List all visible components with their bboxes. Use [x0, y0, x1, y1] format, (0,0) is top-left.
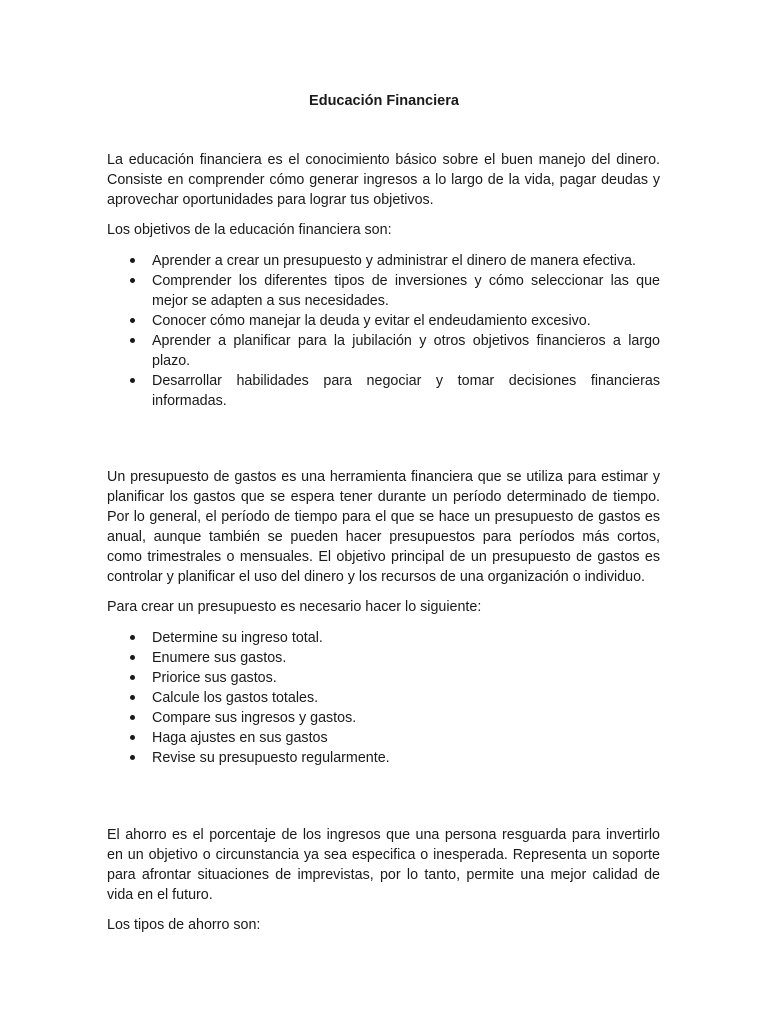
savings-paragraph: El ahorro es el porcentaje de los ingresos que una persona resguarda para invertirlo en un objetivo o circunstancia ya sea especifica o inesperada. Representa un soporte para afrontar situaciones de imprevistas, por lo tanto, permite una mejor calidad de vida en el futuro. [107, 827, 660, 903]
document-title: Educación Financiera [309, 93, 459, 109]
budget-paragraph: Un presupuesto de gastos es una herramienta financiera que se utiliza para estimar y planificar los gastos que se espera tener durante un período determinado de tiempo. Por lo general, el período de tiempo para el que se hace un presupuesto de gastos es anual, aunque también se pueden hacer presupuestos para períodos más cortos, como trimestrales o mensuales. El objetivo principal de un presupuesto de gastos es controlar y planificar el uso del dinero y los recursos de una organización o individuo. [107, 469, 660, 585]
steps-list [107, 628, 660, 768]
list-item: Determine su ingreso total. [152, 628, 660, 648]
section-savings [107, 825, 660, 935]
list-item: Compare sus ingresos y gastos. [152, 708, 660, 728]
list-item: Haga ajustes en sus gastos [152, 728, 660, 748]
steps-heading: Para crear un presupuesto es necesario hacer lo siguiente: [107, 599, 482, 615]
savings-types-heading: Los tipos de ahorro son: [107, 917, 261, 933]
list-item: Desarrollar habilidades para negociar y tomar decisiones financieras informadas. [152, 373, 660, 409]
intro-paragraph: La educación financiera es el conocimiento básico sobre el buen manejo del dinero. Consiste en comprender cómo generar ingresos a lo largo de la vida, pagar deudas y aprovechar oportunidades para lograr tus objetivos. [107, 152, 660, 208]
objectives-list [107, 251, 660, 411]
list-item: Comprender los diferentes tipos de inversiones y cómo seleccionar las que mejor se adapten a sus necesidades. [152, 273, 660, 309]
section-budget [107, 467, 660, 768]
list-item: Aprender a planificar para la jubilación y otros objetivos financieros a largo plazo. [152, 333, 660, 369]
list-item: Conocer cómo manejar la deuda y evitar el endeudamiento excesivo. [152, 311, 660, 331]
list-item: Enumere sus gastos. [152, 648, 660, 668]
objectives-heading: Los objetivos de la educación financiera son: [107, 222, 392, 238]
list-item: Aprender a crear un presupuesto y administrar el dinero de manera efectiva. [152, 251, 660, 271]
list-item: Revise su presupuesto regularmente. [152, 748, 660, 768]
list-item: Calcule los gastos totales. [152, 688, 660, 708]
section-financial-education [107, 150, 660, 411]
list-item: Priorice sus gastos. [152, 668, 660, 688]
